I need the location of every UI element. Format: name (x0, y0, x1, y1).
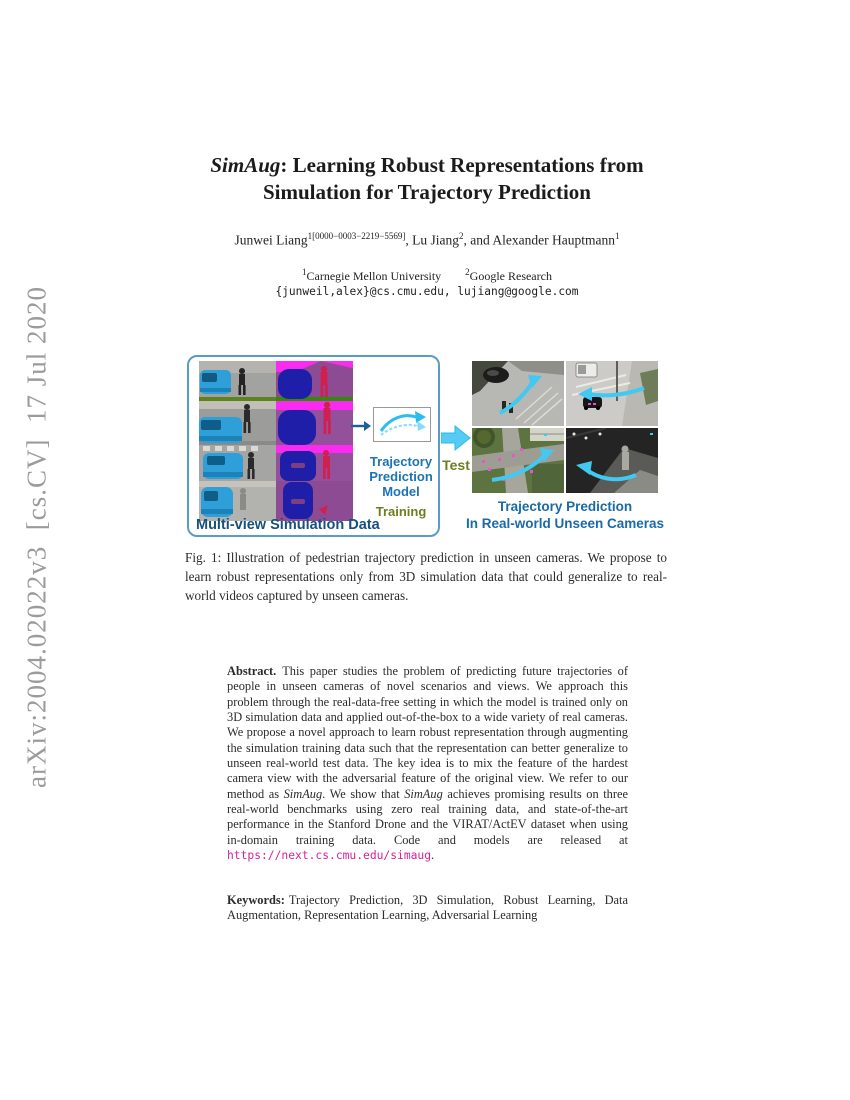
camera-photo-3 (472, 428, 564, 493)
title-line-2: Simulation for Trajectory Prediction (263, 180, 591, 204)
keywords (227, 893, 628, 924)
training-flow-arrow-icon (351, 420, 372, 432)
method-name-italic: SimAug (404, 786, 443, 801)
abstract (227, 664, 628, 863)
trajectory-prediction-model-label: Trajectory Prediction Model (369, 454, 433, 499)
simulation-image-grid (199, 361, 353, 521)
affiliations (150, 265, 704, 299)
abstract-text-1: This paper studies the problem of predicting future trajectories of people in unseen cameras of novel scenarios and views. We approach this problem through the real-data-free setting in which the model is trained only on 3D simulation data and applied out-of-the-box to a wide variety of real cameras. We propose a novel approach to learn robust representation through augmenting the simulation training data such that the representation can better generalize to unseen real-world test data. The key idea is to mix the feature of the hardest camera view with the adversarial feature of the original view. We refer to our method as (227, 664, 628, 801)
camera-photo-4 (566, 428, 658, 493)
trajectory-arrows-icon (374, 408, 428, 439)
test-label: Test (442, 457, 470, 473)
camera-photo-grid (472, 361, 658, 493)
sim-rgb-frame-3 (199, 445, 276, 481)
keywords-heading: Keywords: (227, 893, 285, 907)
sim-seg-frame-1 (276, 361, 353, 401)
code-release-link[interactable]: https://next.cs.cmu.edu/simaug (227, 849, 432, 863)
abstract-heading: Abstract. (227, 664, 277, 678)
affiliation-2: Google Research (469, 269, 552, 283)
author-3: Alexander Hauptmann (492, 232, 615, 248)
method-name-italic: SimAug (283, 786, 323, 801)
trajectory-model-box (373, 407, 431, 442)
title-emphasis: SimAug (210, 153, 281, 177)
figure-caption: Fig. 1: Illustration of pedestrian trajectory prediction in unseen cameras. We propose to learn robust representations only from 3D simulation data that could generalize to real-world videos captured by unseen cameras. (185, 550, 667, 603)
title-line-1: SimAug: Learning Robust Representations from (210, 153, 644, 177)
arxiv-watermark: arXiv:2004.02022v3 [cs.CV] 17 Jul 2020 (21, 286, 52, 788)
simulation-panel (187, 355, 440, 537)
abstract-text-4: . (431, 848, 435, 863)
camera-photo-1 (472, 361, 564, 426)
sim-rgb-frame-4 (199, 481, 276, 521)
test-block (439, 424, 473, 473)
sim-seg-frame-3 (276, 445, 353, 481)
author-2: Lu Jiang (412, 232, 459, 248)
simulation-panel-label: Multi-view Simulation Data (196, 517, 380, 533)
affiliation-1: Carnegie Mellon University (306, 269, 442, 283)
author-1: Junwei Liang (234, 232, 308, 248)
real-world-panel-label: Trajectory Prediction In Real-world Unseen Cameras (465, 499, 665, 531)
author-line: Junwei Liang$^{1[0000-0003-2219-5569]}$, Lu Jiang$^2$, and Alexander Hauptmann$^1$ (234, 231, 620, 248)
real-world-panel (465, 361, 667, 532)
test-arrow-icon (441, 424, 471, 452)
abstract-text-2: . We show that (322, 786, 405, 801)
sim-rgb-frame-2 (199, 401, 276, 445)
paper-title (120, 152, 734, 206)
author-emails: {junweil,alex}@cs.cmu.edu, lujiang@google.com (275, 285, 579, 298)
abstract-text-3: achieves promising results on three real-world benchmarks using zero real training data, and state-of-the-art performance in the Stanford Drone and the VIRAT/ActEV dataset when using in-domain training data. Code and models are released at (227, 786, 628, 847)
author-2-superscript: 2 (459, 231, 464, 241)
keywords-text: Trajectory Prediction, 3D Simulation, Robust Learning, Data Augmentation, Representation Learning, Adversarial Learning (227, 893, 628, 923)
author-1-superscript: 1[0000−0003−2219−5569] (307, 231, 406, 241)
figure-1 (187, 355, 667, 539)
sim-seg-frame-2 (276, 401, 353, 445)
sim-seg-frame-4 (276, 481, 353, 521)
training-label: Training (375, 504, 427, 519)
author-3-superscript: 1 (614, 231, 620, 241)
affiliation-line: $^1$Carnegie Mellon University $^2$Google Research (302, 267, 552, 283)
camera-photo-2 (566, 361, 658, 426)
sim-rgb-frame-1 (199, 361, 276, 401)
